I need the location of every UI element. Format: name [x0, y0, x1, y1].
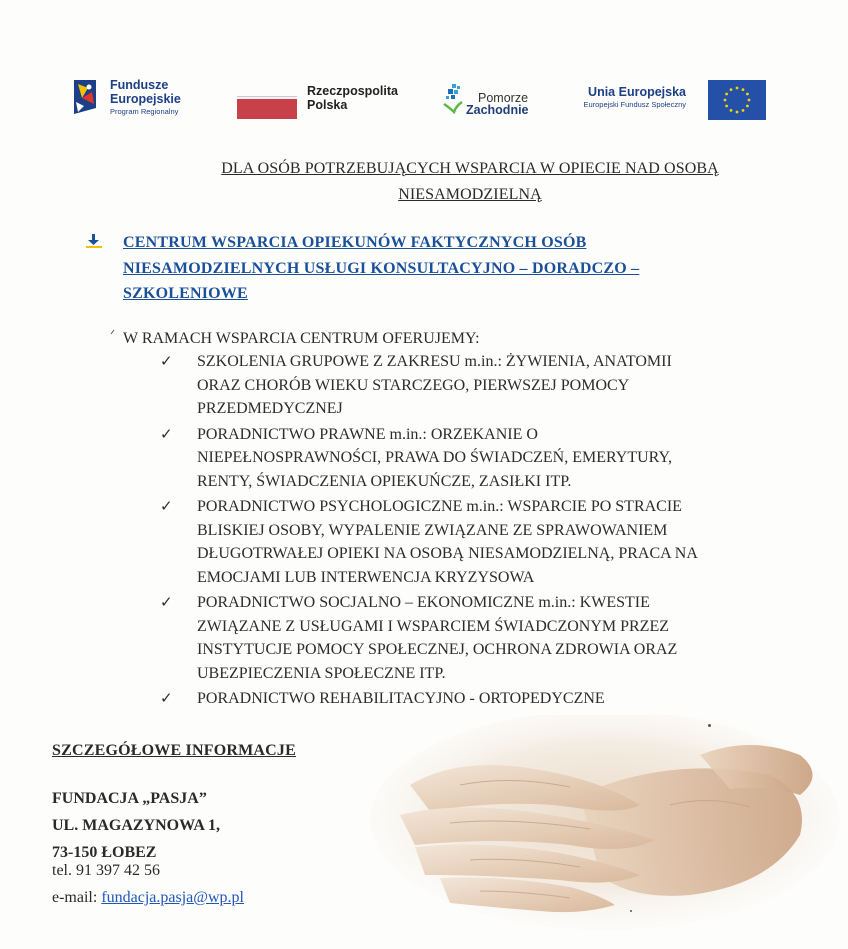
- offer-line: DŁUGOTRWAŁEJ OPIEKI NA OSOBĄ NIESAMODZIELNĄ, PRACA NA: [197, 545, 698, 562]
- offer-item: [160, 495, 820, 589]
- checkmark-icon: ✓: [160, 497, 173, 515]
- fundusze-line: Fundusze: [110, 78, 169, 92]
- contact-info: [52, 857, 244, 911]
- small-mark-icon: [110, 329, 116, 335]
- offer-line: ORAZ CHORÓB WIEKU STARCZEGO, PIERWSZEJ POMOCY: [197, 376, 630, 394]
- offer-line: PORADNICTWO REHABILITACYJNO - ORTOPEDYCZNE: [197, 690, 605, 707]
- offer-item: [160, 687, 820, 711]
- email-link[interactable]: fundacja.pasja@wp.pl: [101, 889, 244, 906]
- fundusze-europejskie-icon: [72, 78, 106, 116]
- offer-line: PORADNICTWO PRAWNE m.in.: ORZEKANIE O: [197, 425, 538, 443]
- rzeczpospolita-line: Rzeczpospolita: [307, 84, 398, 98]
- main-heading-line-1: DLA OSÓB POTRZEBUJĄCYCH WSPARCIA W OPIECIE NAD OSOBĄ: [221, 160, 719, 177]
- offer-intro: W RAMACH WSPARCIA CENTRUM OFERUJEMY:: [123, 330, 480, 347]
- eu-flag-icon: [708, 80, 766, 120]
- pomorze-line: Pomorze: [478, 91, 529, 105]
- offer-list: [160, 350, 820, 713]
- offer-line: SZKOLENIA GRUPOWE Z ZAKRESU m.in.: ŻYWIENIA, ANATOMII: [197, 353, 672, 370]
- polish-flag-icon: [237, 96, 297, 119]
- offer-line: RENTY, ŚWIADCZENIA OPIEKUŃCZE, ZASIŁKI ITP.: [197, 472, 572, 490]
- scan-speck: [630, 910, 632, 912]
- email-label: e-mail:: [52, 889, 102, 906]
- unia-europejska-line: Unia Europejska: [588, 85, 686, 99]
- offer-line: EMOCJAMI LUB INTERWENCJA KRYZYSOWA: [197, 568, 535, 586]
- europejskie-line: Europejskie: [110, 92, 181, 106]
- organization-city: 73-150 ŁOBEZ: [52, 844, 157, 861]
- rzeczpospolita-text: [307, 84, 398, 112]
- arrow-bullet-icon: [86, 234, 102, 248]
- details-heading: SZCZEGÓŁOWE INFORMACJE: [52, 742, 296, 759]
- offer-line: PORADNICTWO SOCJALNO – EKONOMICZNE m.in.: KWESTIE: [197, 594, 650, 611]
- checkmark-icon: ✓: [160, 424, 173, 443]
- offer-line: BLISKIEJ OSOBY, WYPALENIE ZWIĄZANE ZE SPRAWOWANIEM: [197, 521, 668, 539]
- email-line: [52, 884, 244, 911]
- scan-speck: [708, 724, 711, 727]
- offer-line: NIEPEŁNOSPRAWNOŚCI, PRAWA DO ŚWIADCZEŃ, EMERYTURY,: [197, 449, 672, 466]
- logo-bar: [0, 72, 848, 128]
- zachodnie-line: Zachodnie: [466, 103, 529, 117]
- efs-line: Europejski Fundusz Społeczny: [583, 100, 686, 109]
- program-regionalny-line: Program Regionalny: [110, 107, 179, 116]
- center-title-line-3: SZKOLENIOWE: [123, 285, 248, 302]
- center-title: [123, 230, 763, 307]
- polska-line: Polska: [307, 98, 348, 112]
- offer-item: [160, 423, 820, 494]
- organization-name: FUNDACJA „PASJA”: [52, 790, 207, 807]
- pomorze-zachodnie-icon: [442, 82, 466, 114]
- fundusze-europejskie-text: [110, 78, 181, 117]
- checkmark-icon: ✓: [160, 689, 173, 707]
- offer-item: [160, 350, 820, 421]
- checkmark-icon: ✓: [160, 352, 173, 370]
- offer-line: INSTYTUCJE POMOCY SPOŁECZNEJ, OCHRONA ZDROWIA ORAZ: [197, 641, 678, 658]
- phone-number: tel. 91 397 42 56: [52, 862, 160, 879]
- main-heading-line-2: NIESAMODZIELNĄ: [398, 186, 542, 203]
- unia-europejska-text: [583, 84, 686, 110]
- offer-line: UBEZPIECZENIA SPOŁECZNE ITP.: [197, 664, 446, 682]
- offer-item: [160, 591, 820, 685]
- main-heading: [150, 156, 790, 208]
- offer-line: ZWIĄZANE Z USŁUGAMI I WSPARCIEM ŚWIADCZONYM PRZEZ: [197, 617, 669, 635]
- center-title-line-2: NIESAMODZIELNYCH USŁUGI KONSULTACYJNO – DORADCZO –: [123, 259, 640, 277]
- organization-address: [52, 785, 220, 866]
- checkmark-icon: ✓: [160, 593, 173, 611]
- offer-line: PORADNICTWO PSYCHOLOGICZNE m.in.: WSPARCIE PO STRACIE: [197, 498, 682, 515]
- pomorze-zachodnie-text: [466, 92, 529, 116]
- hands-photo: [370, 715, 840, 930]
- offer-line: PRZEDMEDYCZNEJ: [197, 400, 343, 417]
- organization-street: UL. MAGAZYNOWA 1,: [52, 817, 221, 834]
- center-title-line-1: CENTRUM WSPARCIA OPIEKUNÓW FAKTYCZNYCH OSÓB: [123, 234, 587, 251]
